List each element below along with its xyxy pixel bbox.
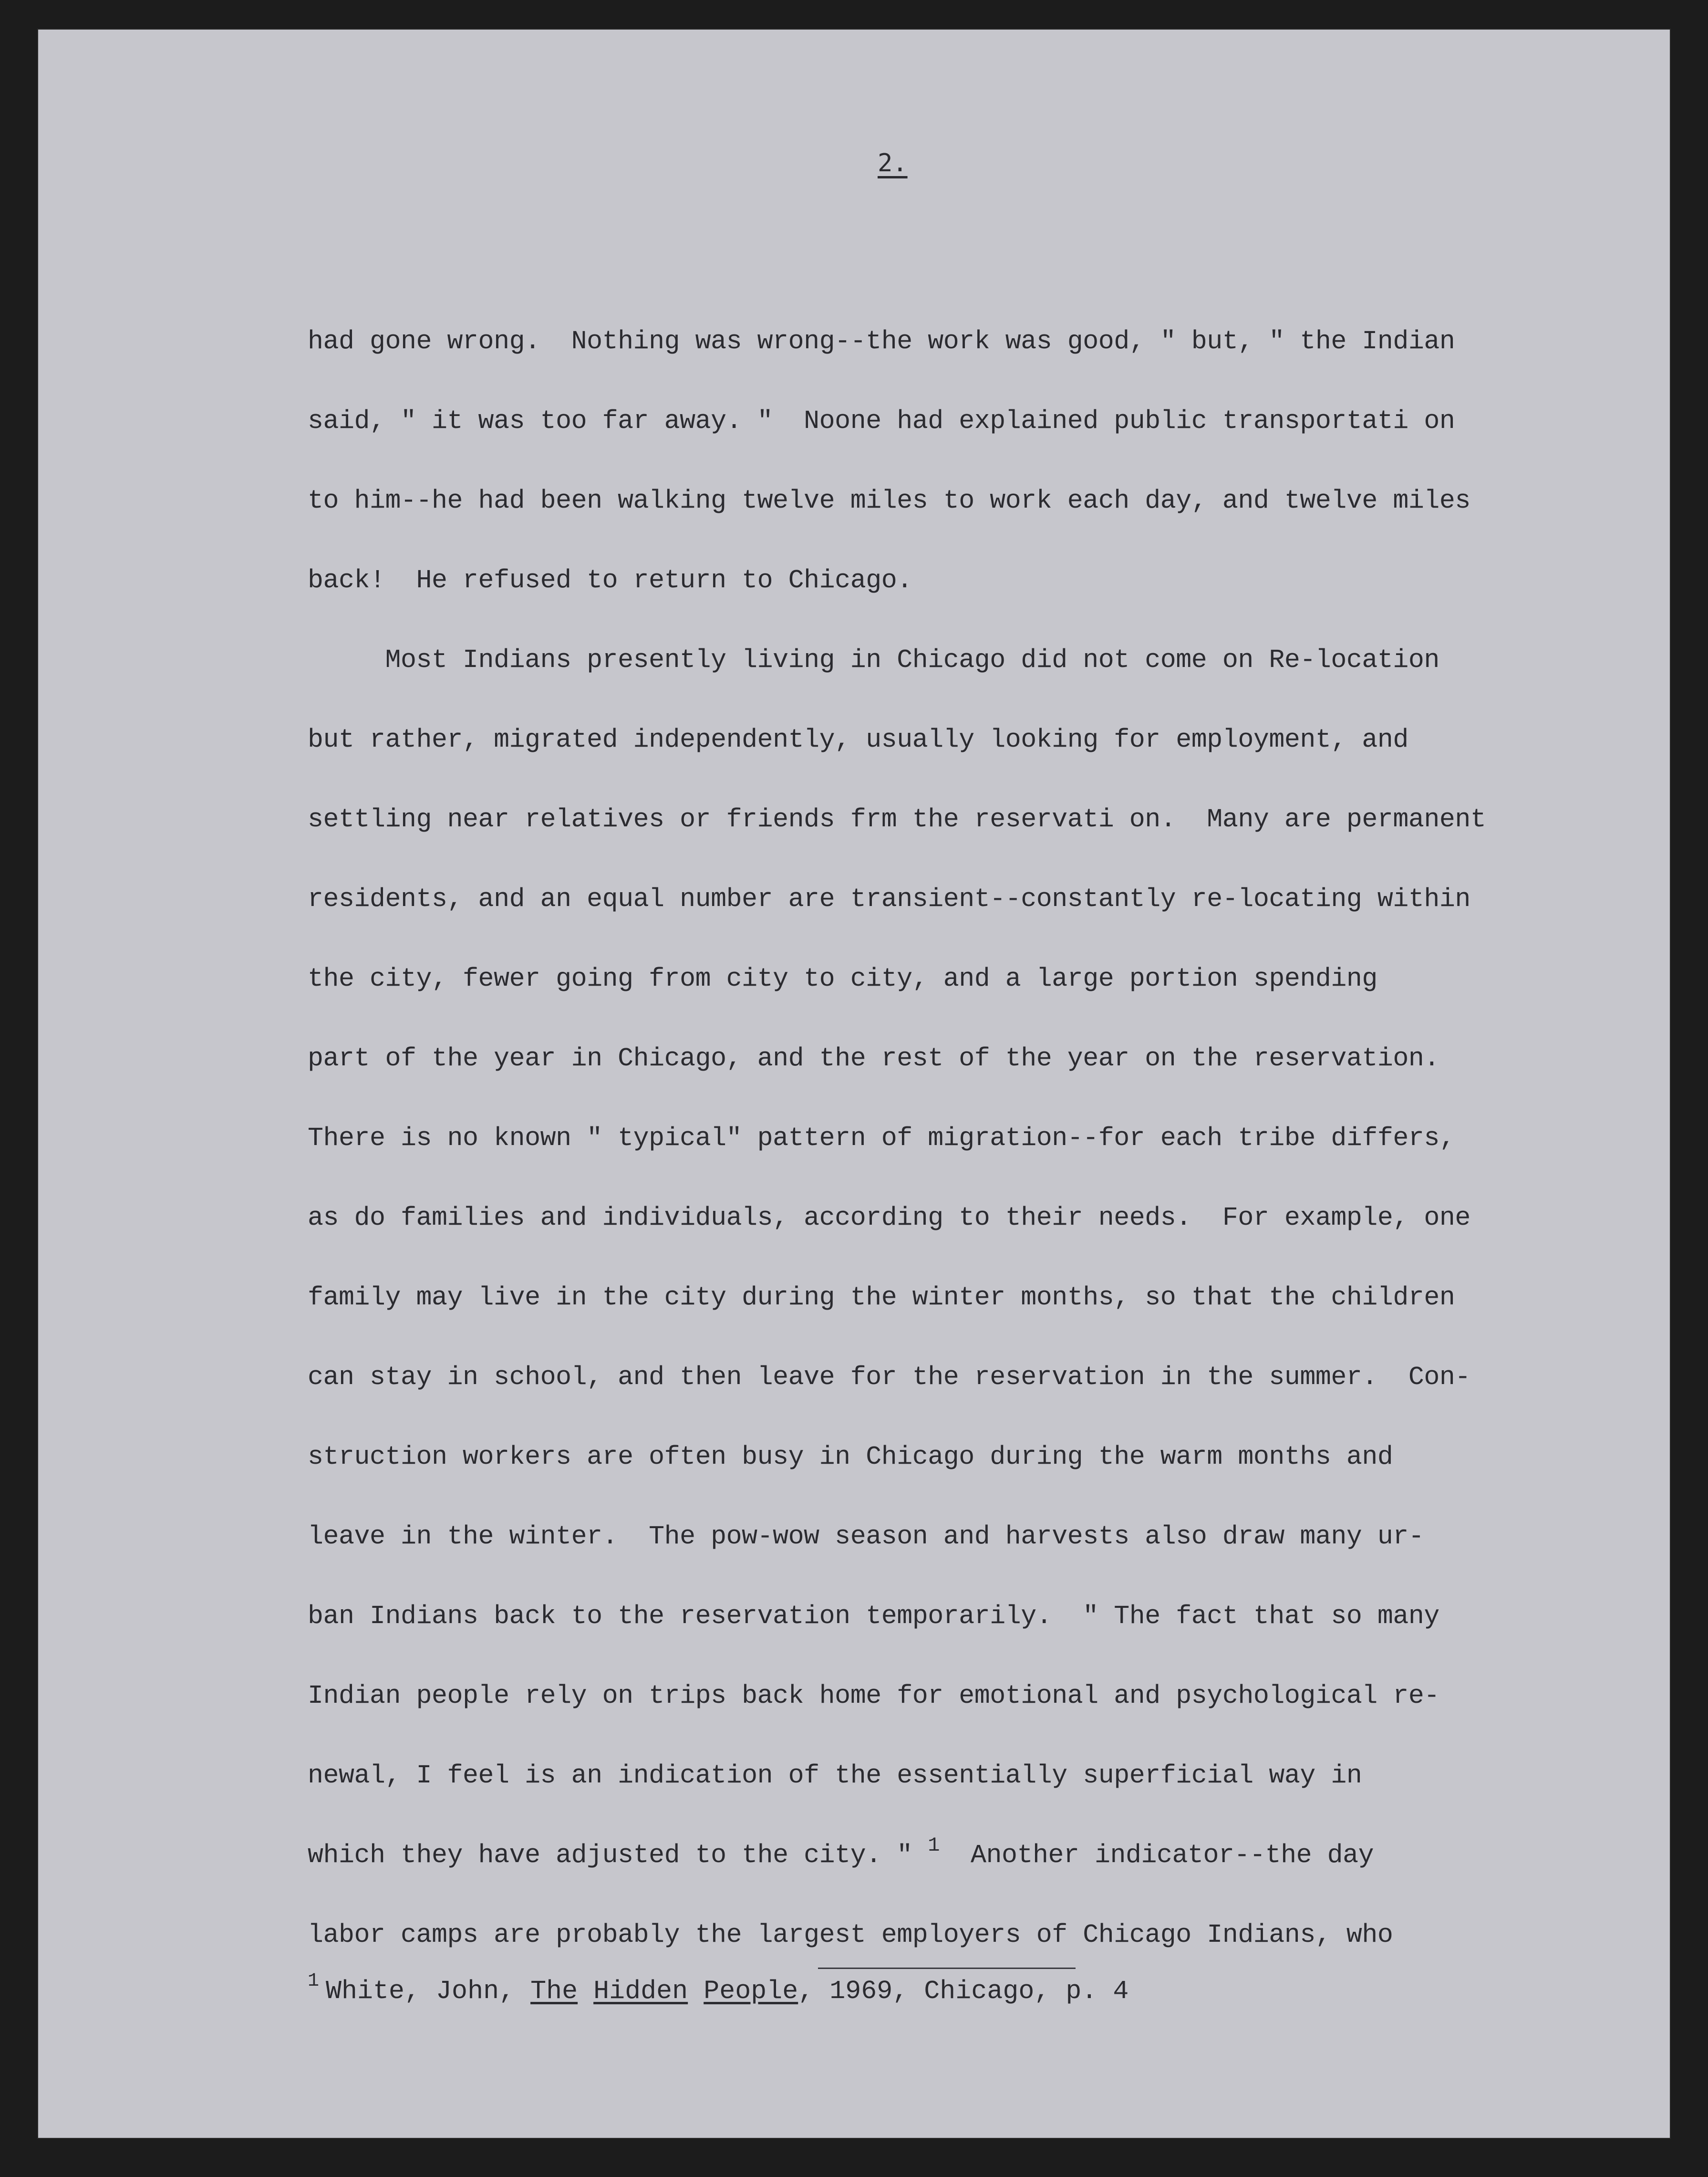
footnote-author: White, John, xyxy=(326,1976,531,2006)
text-line-end: Another indicator--the day xyxy=(970,1840,1374,1870)
text-line: There is no known " typical" pattern of migration--for each tribe differs, xyxy=(308,1123,1455,1153)
document-page xyxy=(38,30,1670,2138)
text-line: the city, fewer going from city to city, and a large portion spending xyxy=(308,964,1377,994)
text-line: leave in the winter. The pow-wow season and harvests also draw many ur- xyxy=(308,1521,1424,1552)
text-line: to him--he had been walking twelve miles to work each day, and twelve miles xyxy=(308,486,1470,516)
text-line: ban Indians back to the reservation temporarily. " The fact that so many xyxy=(308,1601,1439,1631)
footnote-mark: 1 xyxy=(308,1970,320,1992)
text-line-with-footnote-ref xyxy=(308,1815,1548,1895)
text-line: said, " it was too far away. " Noone had explained public transportati on xyxy=(308,406,1455,436)
text-line: Indian people rely on trips back home for emotional and psychological re- xyxy=(308,1681,1439,1711)
text-line: back! He refused to return to Chicago. xyxy=(308,565,912,595)
footnote-title-word: People xyxy=(704,1976,798,2006)
footnote xyxy=(308,1970,1129,2006)
footnote-title-word: The xyxy=(530,1976,578,2006)
text-line: settling near relatives or friends frm the reservati on. Many are permanent xyxy=(308,804,1486,834)
footnote-rule xyxy=(818,1968,1076,1969)
text-line: but rather, migrated independently, usually looking for employment, and xyxy=(308,725,1408,755)
text-line: had gone wrong. Nothing was wrong--the work was good, " but, " the Indian xyxy=(308,326,1455,356)
text-line: as do families and individuals, according to their needs. For example, one xyxy=(308,1203,1470,1233)
text-line: family may live in the city during the winter months, so that the children xyxy=(308,1282,1455,1312)
text-line: newal, I feel is an indication of the essentially superficial way in xyxy=(308,1760,1362,1791)
text-line: labor camps are probably the largest employers of Chicago Indians, who xyxy=(308,1920,1393,1950)
text-line: Most Indians presently living in Chicago did not come on Re-location xyxy=(308,645,1439,675)
text-line: residents, and an equal number are transient--constantly re-locating within xyxy=(308,884,1470,914)
text-line-start: which they have adjusted to the city. " xyxy=(308,1840,912,1870)
footnote-reference: 1 xyxy=(928,1834,940,1857)
text-line: part of the year in Chicago, and the rest of the year on the reservation. xyxy=(308,1043,1439,1073)
body-text xyxy=(308,302,1548,1975)
text-line: struction workers are often busy in Chicago during the warm months and xyxy=(308,1442,1393,1472)
text-line: can stay in school, and then leave for the reservation in the summer. Con- xyxy=(308,1362,1470,1392)
footnote-title-word: Hidden xyxy=(593,1976,688,2006)
page-number: 2. xyxy=(878,149,908,177)
footnote-citation-rest: , 1969, Chicago, p. 4 xyxy=(798,1976,1129,2006)
